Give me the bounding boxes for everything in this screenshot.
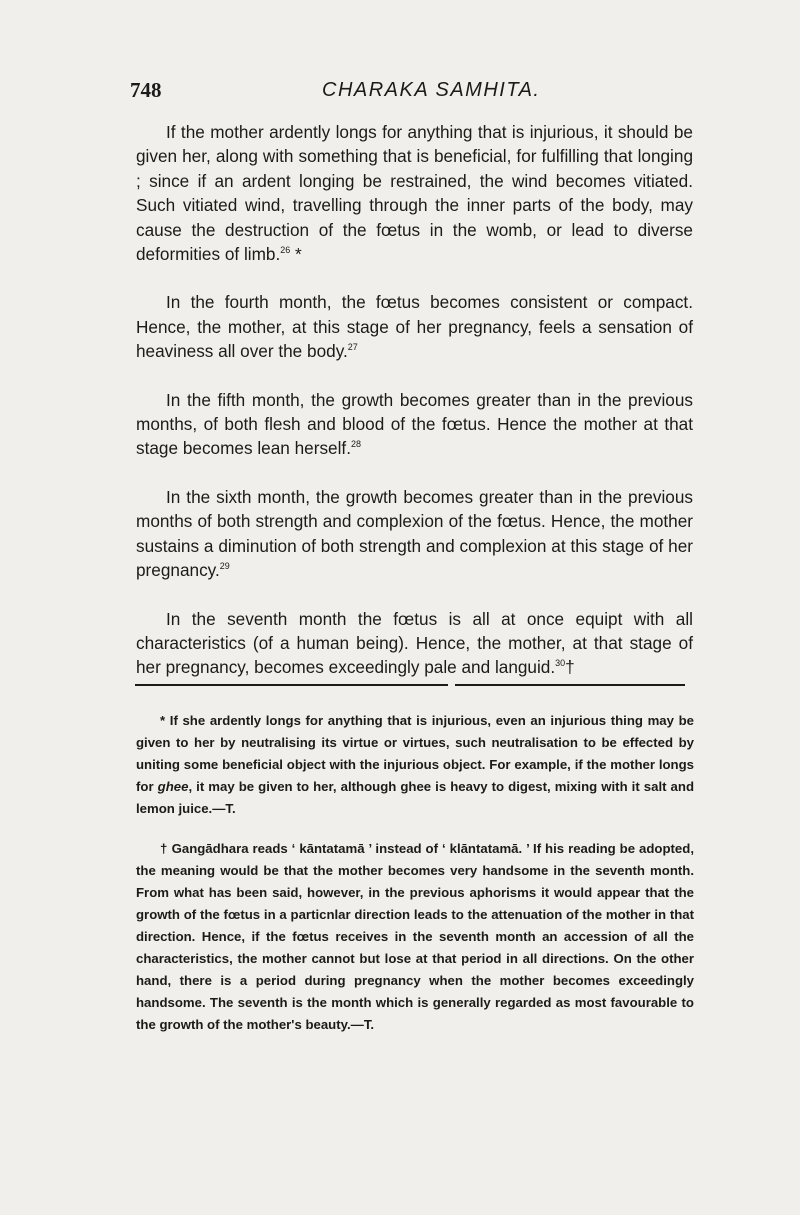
paragraph-text: In the fourth month, the fœtus becomes consistent or compact. Hence, the mother, at this stage of her pregnancy, feels a sensation of heaviness all over the body. (136, 292, 693, 362)
footnote-marker: † (160, 841, 168, 856)
footnote-text-end: , it may be given to her, although ghee is heavy to digest, mixing with it salt and lemon juice.—T. (136, 779, 695, 816)
footnote-marker: * (160, 713, 166, 728)
paragraph-fifth-month (136, 388, 693, 461)
footnote-divider-right (455, 684, 685, 686)
footnotes (136, 710, 694, 1054)
footnote-mark: † (565, 657, 575, 678)
note-ref: 27 (347, 342, 358, 353)
footnote-divider-left (135, 684, 448, 686)
footnote-asterisk (136, 710, 694, 820)
paragraph-fourth-month (136, 290, 693, 363)
paragraph-seventh-month (136, 607, 693, 680)
footnote-dagger (136, 838, 694, 1036)
note-ref: 29 (219, 561, 230, 572)
footnote-text: Gangādhara reads ‘ kāntatamā ’ instead of ‘ klāntatamā. ’ If his reading be adopted, the meaning would be that the mother becomes very handsome in the seventh month. From what has been said, however, in the previous aphorisms it would appear that the growth of the fœtus in a particnlar direction leads to the attenuation of the mother in that direction. Hence, if the fœtus receives in the seventh month an accession of all the characteristics, the mother cannot but lose at that period in all directions. On the other hand, there is a period during pregnancy when the mother becomes exceedingly handsome. The seventh is the month which is generally regarded as most favourable to the growth of the mother's beauty.—T. (136, 841, 694, 1032)
main-text (136, 120, 693, 704)
page-header (0, 78, 800, 106)
paragraph-text: In the fifth month, the growth becomes greater than in the previous months, of both flesh and blood of the fœtus. Hence the mother at that stage becomes lean herself. (136, 389, 693, 459)
running-title: CHARAKA SAMHITA. (322, 79, 541, 101)
note-ref: 30 (555, 658, 566, 669)
paragraph-text: In the seventh month the fœtus is all at once equipt with all characteristics (of a human being). Hence, the mother, at that stage of her pregnancy, becomes exceedingly pale and languid. (136, 608, 693, 678)
footnote-text: If she ardently longs for anything that is injurious, even an injurious thing may be given to her by neutralising its virtue or virtues, such neutralisation to be effected by uniting some beneficial object with the injurious object. For example, if the mother longs for (136, 713, 694, 794)
paragraph-text: If the mother ardently longs for anything that is injurious, it should be given her, along with something that is beneficial, for fulfilling that longing ; since if an ardent longing be restrained, the wind becomes vitiated. Such vitiated wind, travelling through the inner parts of the body, may cause the destruction of the fœtus in the womb, or lead to diverse deformities of limb. (136, 122, 693, 265)
paragraph-text: In the sixth month, the growth becomes greater than in the previous months of both strength and complexion of the fœtus. Hence, the mother sustains a diminution of both strength and complexion at this stage of her pregnancy. (136, 486, 693, 581)
note-ref: 26 (280, 245, 291, 256)
paragraph-longing (136, 120, 693, 266)
footnote-mark: * (290, 244, 302, 265)
page-number: 748 (130, 78, 162, 102)
paragraph-sixth-month (136, 485, 693, 583)
footnote-term: ghee (157, 779, 189, 794)
note-ref: 28 (350, 439, 361, 450)
